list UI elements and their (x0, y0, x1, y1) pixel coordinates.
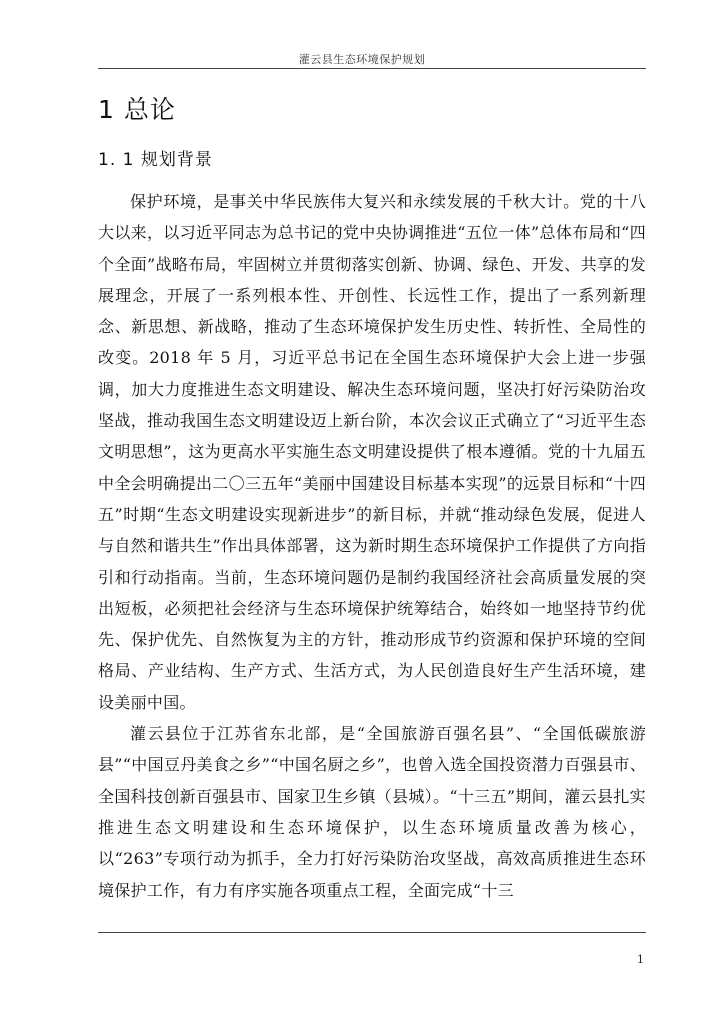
footer-divider (98, 932, 646, 933)
chapter-title: 1 总论 (98, 95, 176, 124)
paragraph-2: 灌云县位于江苏省东北部，是“全国旅游百强名县”、“全国低碳旅游县”“中国豆丹美食之乡”“中国名厨之乡”，也曾入选全国投资潜力百强县市、全国科技创新百强县市、国家卫生乡镇（县城）。“十三五”期间，灌云县扎实推进生态文明建设和生态环境保护，以生态环境质量改善为核心，以“263”专项行动为抓手，全力打好污染防治攻坚战，高效高质推进生态环境保护工作，有力有序实施各项重点工程，全面完成“十三 (98, 724, 646, 900)
paragraph-1: 保护环境，是事关中华民族伟大复兴和永续发展的千秋大计。党的十八大以来，以习近平同志为总书记的党中央协调推进“五位一体”总体布局和“四个全面”战略布局，牢固树立并贯彻落实创新、协调、绿色、开发、共享的发展理念，开展了一系列根本性、开创性、长远性工作，提出了一系列新理念、新思想、新战略，推动了生态环境保护发生历史性、转折性、全局性的改变。2018 年 5 月，习近平总书记在全国生态环境保护大会上进一步强调，加大力度推进生态文明建设、解决生态环境问题，坚决打好污染防治攻坚战，推动我国生态文明建设迈上新台阶，本次会议正式确立了“习近平生态文明思想”，这为更高水平实施生态文明建设提供了根本遵循。党的十九届五中全会明确提出二〇三五年“美丽中国建设目标基本实现”的远景目标和“十四五”时期“生态文明建设实现新进步”的新目标，并就“推动绿色发展，促进人与自然和谐共生”作出具体部署，这为新时期生态环境保护工作提供了方向指引和行动指南。当前，生态环境问题仍是制约我国经济社会高质量发展的突出短板，必须把社会经济与生态环境保护统筹结合，始终如一地坚持节约优先、保护优先、自然恢复为主的方针，推动形成节约资源和保护环境的空间格局、产业结构、生产方式、生活方式，为人民创造良好生产生活环境，建设美丽中国。 (98, 192, 646, 712)
header-divider (98, 68, 646, 69)
page-number: 1 (637, 953, 644, 966)
running-header: 灌云县生态环境保护规划 (298, 53, 426, 66)
section-title: 1. 1 规划背景 (98, 150, 213, 170)
body-text (98, 186, 646, 906)
